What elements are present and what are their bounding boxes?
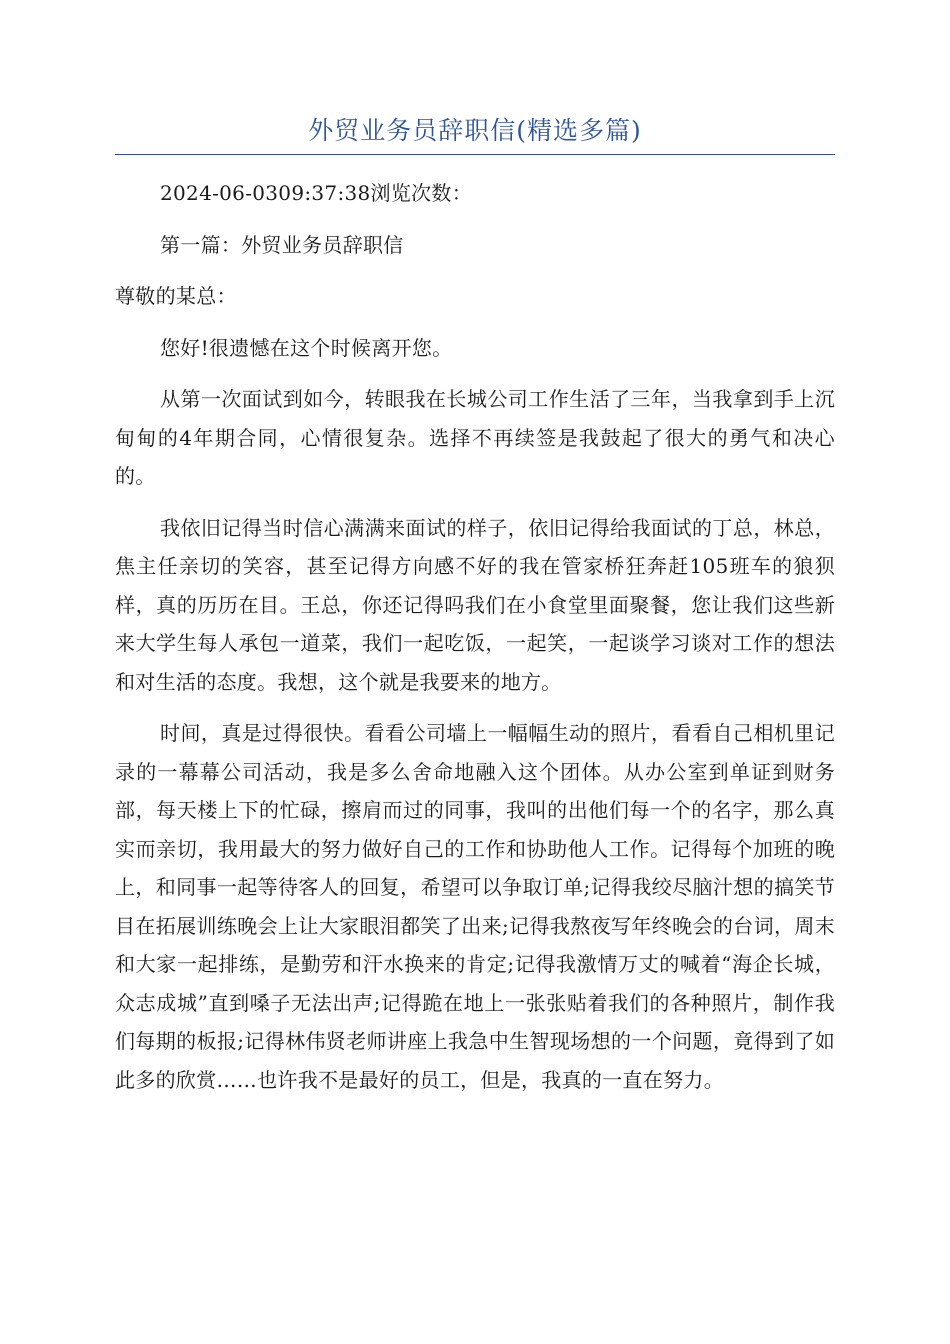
meta-line: 2024-06-0309:37:38浏览次数： [160,181,473,205]
salutation: 尊敬的某总： [115,284,237,308]
section-heading: 第一篇：外贸业务员辞职信 [160,232,404,257]
document-body [115,174,835,1112]
title-underline [115,154,835,155]
paragraph: 从第一次面试到如今，转眼我在长城公司工作生活了三年，当我拿到手上沉甸甸的4年期合同，心情很复杂。选择不再续签是我鼓起了很大的勇气和决心的。 [115,387,835,488]
paragraph: 我依旧记得当时信心满满来面试的样子，依旧记得给我面试的丁总，林总，焦主任亲切的笑容，甚至记得方向感不好的我在管家桥狂奔赶105班车的狼狈样，真的历历在目。王总，你还记得吗我们在小食堂里面聚餐，您让我们这些新来大学生每人承包一道菜，我们一起吃饭，一起笑，一起谈学习谈对工作的想法和对生活的态度。我想，这个就是我要来的地方。 [115,515,835,694]
document-title: 外贸业务员辞职信(精选多篇) [308,116,642,145]
paragraph: 时间，真是过得很快。看看公司墙上一幅幅生动的照片，看看自己相机里记录的一幕幕公司活动，我是多么舍命地融入这个团体。从办公室到单证到财务部，每天楼上下的忙碌，擦肩而过的同事，我叫的出他们每一个的名字，那么真实而亲切，我用最大的努力做好自己的工作和协助他人工作。记得每个加班的晚上，和同事一起等待客人的回复，希望可以争取订单;记得我绞尽脑汁想的搞笑节目在拓展训练晚会上让大家眼泪都笑了出来;记得我熬夜写年终晚会的台词，周末和大家一起排练，是勤劳和汗水换来的肯定;记得我激情万丈的喊着“海企长城，众志成城”直到嗓子无法出声;记得跪在地上一张张贴着我们的各种照片，制作我们每期的板报;记得林伟贤老师讲座上我急中生智现场想的一个问题，竟得到了如此多的欣赏……也许我不是最好的员工，但是，我真的一直在努力。 [115,721,835,1092]
paragraph: 您好!很遗憾在这个时候离开您。 [160,335,453,360]
